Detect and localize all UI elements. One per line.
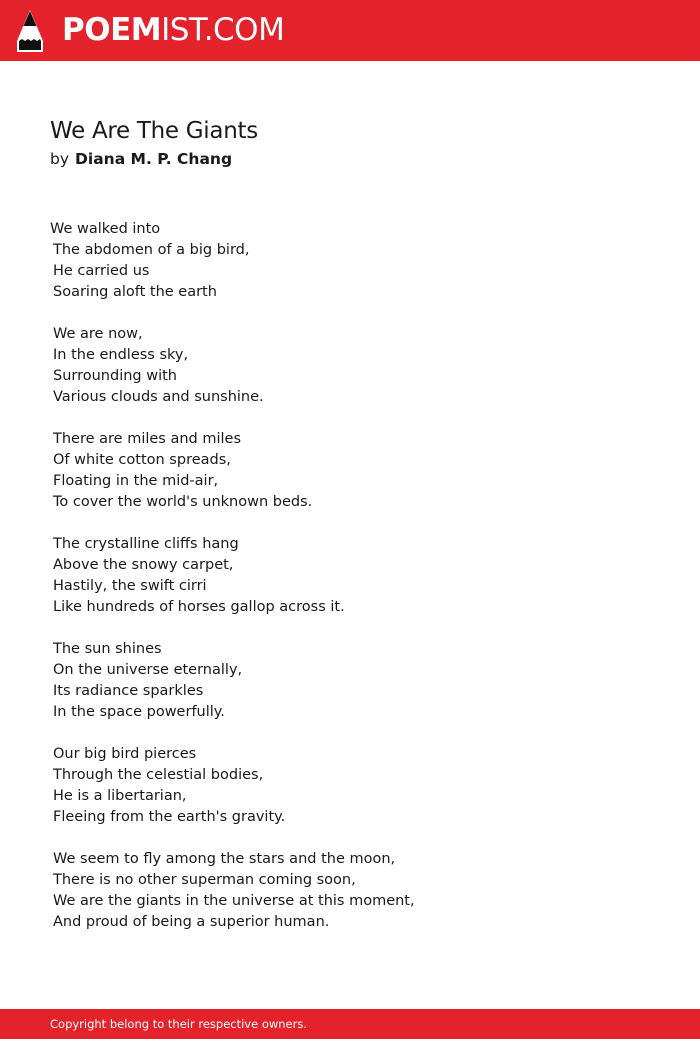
poem-line: Of white cotton spreads, xyxy=(53,452,231,468)
poem-line: The crystalline cliffs hang xyxy=(53,536,239,552)
poem-line: Through the celestial bodies, xyxy=(53,767,264,783)
logo-light-text: IST.COM xyxy=(161,12,285,48)
poem-line: Hastily, the swift cirri xyxy=(53,578,207,594)
pencil-tip-icon[interactable] xyxy=(17,10,43,52)
poem-stanza xyxy=(50,324,415,408)
poem-line: Various clouds and sunshine. xyxy=(53,389,264,405)
copyright-notice: Copyright belong to their respective owners. xyxy=(50,1017,308,1031)
poem-stanza xyxy=(50,219,415,303)
poem-line: We are the giants in the universe at this moment, xyxy=(53,893,415,909)
author-name: Diana M. P. Chang xyxy=(75,150,233,168)
poem-line: He is a libertarian, xyxy=(53,788,187,804)
poem-line: There are miles and miles xyxy=(53,431,242,447)
poem-line: And proud of being a superior human. xyxy=(53,914,330,930)
poem-title: We Are The Giants xyxy=(50,118,258,144)
poem-stanza xyxy=(50,639,415,723)
site-logo[interactable] xyxy=(62,12,284,48)
poem-line: We seem to fly among the stars and the moon, xyxy=(53,851,396,867)
poem-stanza xyxy=(50,534,415,618)
poem-line: On the universe eternally, xyxy=(53,662,243,678)
poem-line: The sun shines xyxy=(53,641,162,657)
poem-line: There is no other superman coming soon, xyxy=(53,872,356,888)
poem-line: Floating in the mid-air, xyxy=(53,473,219,489)
poem-line: Soaring aloft the earth xyxy=(53,284,217,300)
poem-line: The abdomen of a big bird, xyxy=(53,242,250,258)
poem-stanza xyxy=(50,849,415,933)
poem-line: Surrounding with xyxy=(53,368,177,384)
poem-line: He carried us xyxy=(53,263,150,279)
poem-stanza xyxy=(50,744,415,828)
poem-line: Fleeing from the earth's gravity. xyxy=(53,809,286,825)
poem-line: In the space powerfully. xyxy=(53,704,225,720)
by-label: by xyxy=(50,150,70,168)
poem-line: Like hundreds of horses gallop across it. xyxy=(53,599,345,615)
byline xyxy=(50,147,232,171)
poem-line: In the endless sky, xyxy=(53,347,189,363)
poem-line: We are now, xyxy=(53,326,143,342)
poem-line: Above the snowy carpet, xyxy=(53,557,234,573)
poem-stanza xyxy=(50,429,415,513)
poem-line: Our big bird pierces xyxy=(53,746,197,762)
poem-body xyxy=(50,219,415,954)
poem-line: We walked into xyxy=(50,221,161,237)
poem-line: Its radiance sparkles xyxy=(53,683,204,699)
logo-bold-text: POEM xyxy=(62,12,162,48)
poem-line: To cover the world's unknown beds. xyxy=(53,494,313,510)
site-header xyxy=(0,0,700,61)
site-footer xyxy=(0,1009,700,1039)
